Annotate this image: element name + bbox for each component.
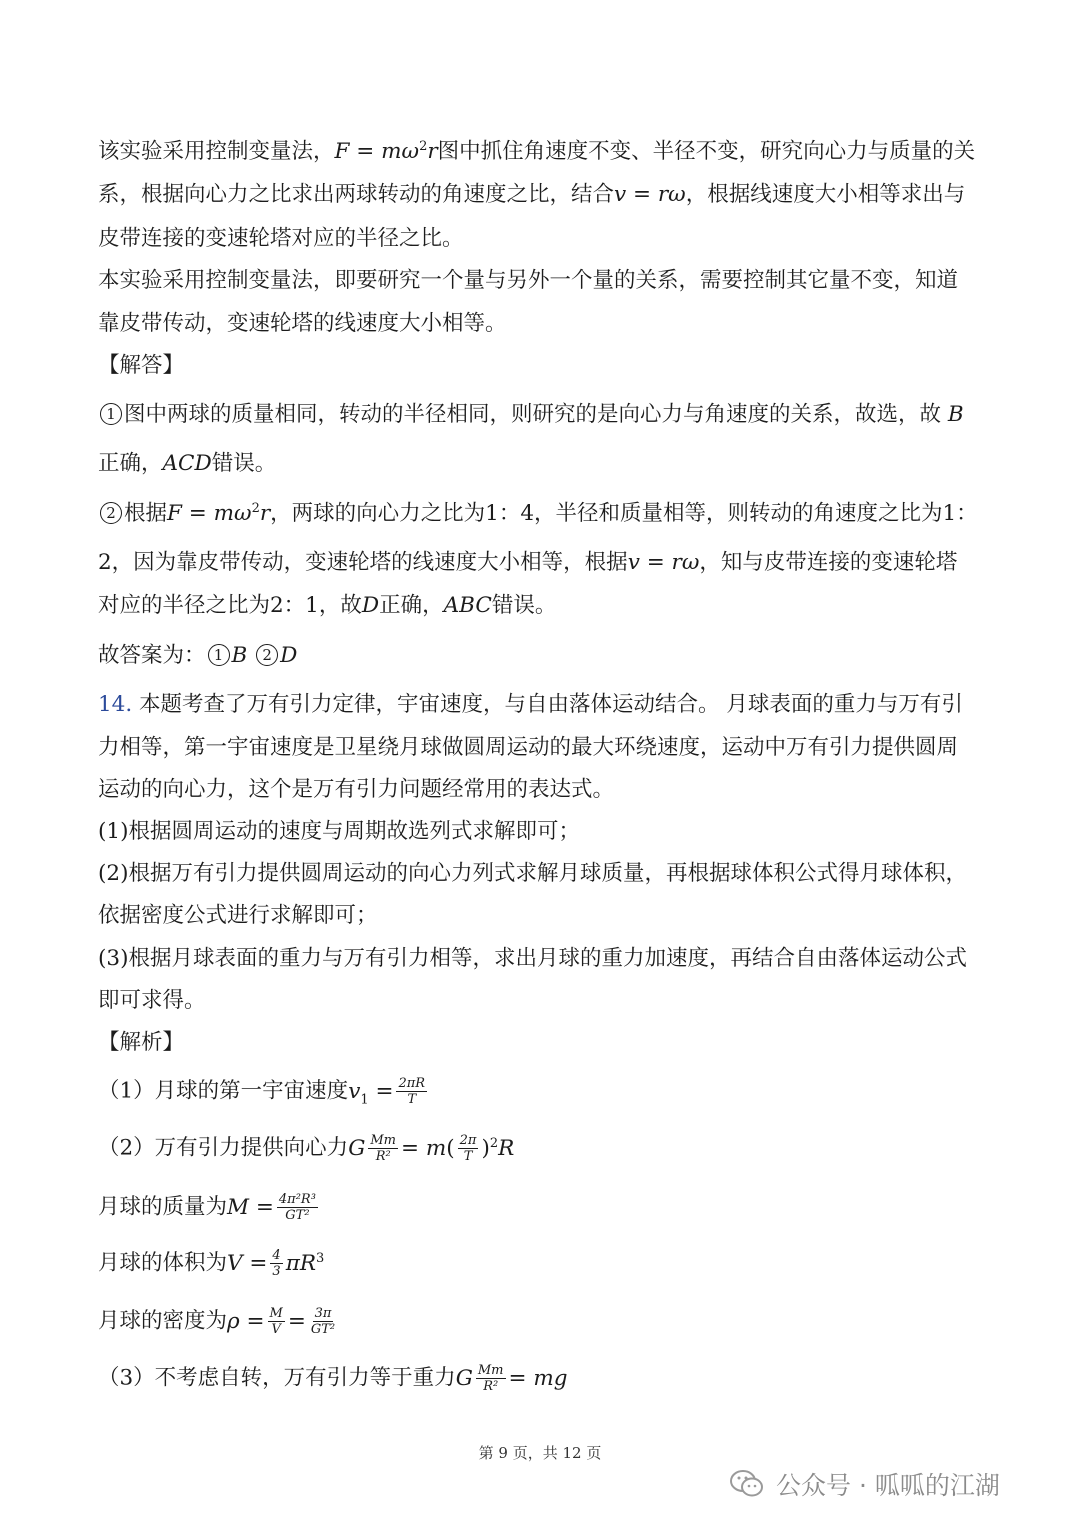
text-line: (1)根据圆周运动的速度与周期故选列式求解即可； <box>98 819 580 844</box>
watermark-text: 公众号 · 呱呱的江湖 <box>776 1471 1000 1500</box>
text-line: 运动的向心力，这个是万有引力问题经常用的表达式。 <box>98 777 615 802</box>
text-line <box>98 180 965 210</box>
section-heading-analysis: 【解析】 <box>98 1030 185 1055</box>
text-line: 14. 本题考查了万有引力定律，宇宙速度，与自由落体运动结合。 月球表面的重力与万有引 <box>98 692 963 717</box>
text-line: 靠皮带传动，变速轮塔的线速度大小相等。 <box>98 311 507 336</box>
option-letter: D <box>361 593 380 618</box>
text-line <box>98 137 975 167</box>
text-line: （2）万有引力提供向心力G $\frac{Mm}{\text{R²}}$ = m( $\frac{2\pi}{T}$ )$^2$R <box>98 1133 515 1164</box>
page-footer: 第 9 页，共 12 页 <box>478 1444 602 1462</box>
section-heading-answer: 【解答】 <box>98 353 185 378</box>
option-letter: B <box>947 402 964 427</box>
circled-number: 2 <box>100 502 122 524</box>
text-line: 本实验采用控制变量法，即要研究一个量与另外一个量的关系，需要控制其它量不变，知道 <box>98 268 959 293</box>
formula-centripetal-force: $F = m\omega^2r$ <box>334 138 438 164</box>
text: ，根据线速度大小相等求出与 <box>685 182 966 207</box>
text-line: （1）月球的第一宇宙速度$v_1$ = $\frac{2\pi R}{T}$ <box>98 1076 430 1107</box>
option-letters: ACD <box>162 451 212 476</box>
text: 图中抓住角速度不变、半径不变，研究向心力与质量的关 <box>437 139 976 164</box>
text-line: 月球的质量为M = $\frac{\text{4π²R³}}{\text{GT²}}$ <box>98 1192 321 1223</box>
watermark <box>730 1464 1000 1504</box>
text-line: 月球的体积为V = $\frac{4}{3}$ $\pi R^3$ <box>98 1248 325 1279</box>
text-line: 皮带连接的变速轮塔对应的半径之比。 <box>98 226 464 251</box>
formula-centripetal-force: $F = m\omega^2r$ <box>167 500 271 526</box>
text-line: （3）不考虑自转，万有引力等于重力G $\frac{Mm}{\text{R²}}$ = mg <box>98 1363 568 1394</box>
formula-moon-density: ρ = $\frac{M}{V}$ = $\frac{3\pi}{\text{GT²}}$ <box>227 1306 336 1337</box>
wechat-icon <box>730 1469 764 1499</box>
formula-gravitation-centripetal: G $\frac{Mm}{\text{R²}}$ = m( $\frac{2\pi}{T}$ )$^2$R <box>348 1133 515 1164</box>
formula-linear-velocity: v = rω <box>627 550 700 575</box>
text-line: 对应的半径之比为2：1，故D正确，ABC错误。 <box>98 593 557 618</box>
text-line: 即可求得。 <box>98 988 206 1013</box>
text-line: 依据密度公式进行求解即可； <box>98 903 378 928</box>
formula-linear-velocity: v = rω <box>614 182 686 207</box>
formula-gravity-equals-weight: G $\frac{Mm}{\text{R²}}$ = mg <box>455 1363 568 1394</box>
circled-number: 1 <box>208 644 230 666</box>
question-number: 14. <box>98 692 133 717</box>
text-line: (3)根据月球表面的重力与万有引力相等，求出月球的重力加速度，再结合自由落体运动公式 <box>98 946 967 971</box>
text-line: (2)根据万有引力提供圆周运动的向心力列式求解月球质量，再根据球体积公式得月球体积， <box>98 861 967 886</box>
final-answer-line: 故答案为： 1 B 2 D <box>98 643 298 668</box>
text: 该实验采用控制变量法， <box>98 139 335 164</box>
text-line: 2 根据$F = m\omega^2r$，两球的向心力之比为1：4，半径和质量相等，则转动的角速度之比为1： <box>98 499 978 529</box>
text-line: 月球的密度为ρ = $\frac{M}{V}$ = $\frac{3\pi}{\text{GT²}}$ <box>98 1306 340 1337</box>
formula-first-cosmic-velocity: $v_1$ = $\frac{2\pi R}{T}$ <box>348 1076 426 1107</box>
option-letters: ABC <box>443 593 492 618</box>
text-line: 力相等，第一宇宙速度是卫星绕月球做圆周运动的最大环绕速度，运动中万有引力提供圆周 <box>98 735 959 760</box>
text-line: 2，因为靠皮带传动，变速轮塔的线速度大小相等，根据v = rω，知与皮带连接的变速轮塔 <box>98 550 958 575</box>
formula-moon-mass: M = $\frac{\text{4π²R³}}{\text{GT²}}$ <box>227 1192 316 1223</box>
text: 系，根据向心力之比求出两球转动的角速度之比，结合 <box>98 182 615 207</box>
text-line: 正确，ACD错误。 <box>98 451 277 476</box>
formula-moon-volume: V = $\frac{4}{3}$ $\pi R^3$ <box>227 1248 325 1279</box>
text: 图中两球的质量相同，转动的半径相同，则研究的是向心力与角速度的关系，故选，故 <box>124 402 942 427</box>
circled-number: 1 <box>100 403 122 425</box>
text-line <box>98 400 964 430</box>
circled-number: 2 <box>256 644 278 666</box>
